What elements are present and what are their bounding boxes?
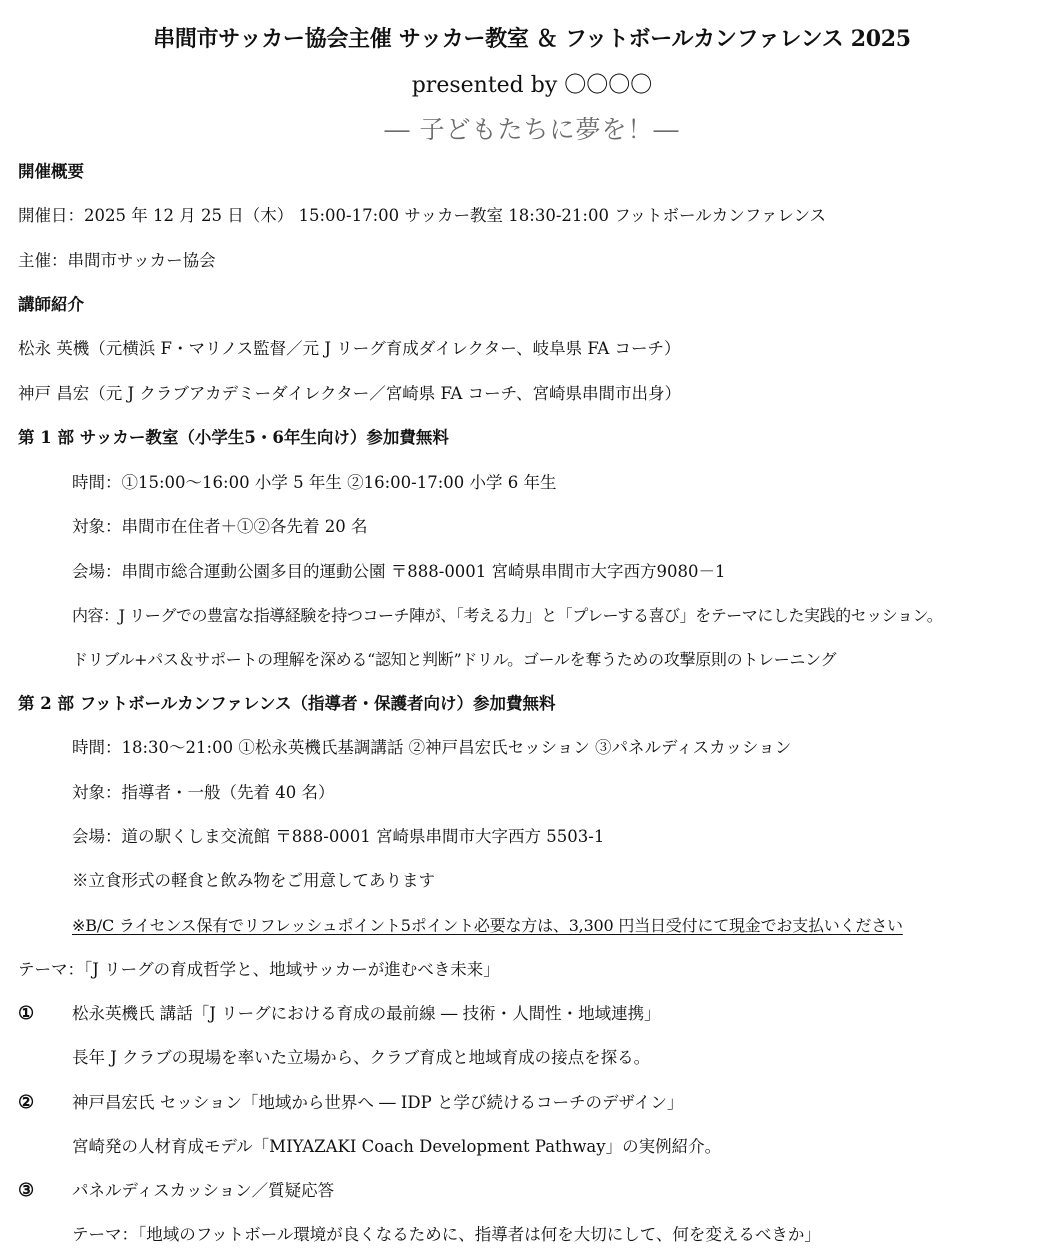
part2-time: 時間：18:30～21:00 ①松永英機氏基調講話 ②神戸昌宏氏セッション ③パネルディスカッション [72,738,792,757]
instructor-kambe: 神戸 昌宏（元 J クラブアカデミーダイレクター／宮崎県 FA コーチ、宮崎県串間市出身） [18,384,681,403]
part1-venue: 会場：串間市総合運動公園多目的運動公園 〒888-0001 宮崎県串間市大字西方9080－1 [72,562,726,581]
presented-by: presented by 〇〇〇〇 [411,73,653,98]
session-3-title: パネルディスカッション／質疑応答 [72,1181,335,1200]
session-marker-3: ③ [18,1180,35,1201]
session-2-desc: 宮崎発の人材育成モデル「MIYAZAKI Coach Development Pathway」の実例紹介。 [72,1137,722,1156]
part1-time: 時間：①15:00～16:00 小学 5 年生 ②16:00-17:00 小学 6 年生 [72,473,557,492]
instructors-heading: 講師紹介 [18,295,84,314]
session-3-desc: テーマ：「地域のフットボール環境が良くなるために、指導者は何を大切にして、何を変えるべきか」 [72,1225,821,1244]
document-title: 串間市サッカー協会主催 サッカー教室 ＆ フットボールカンファレンス 2025 [153,26,911,52]
session-1-desc: 長年 J クラブの現場を率いた立場から、クラブ育成と地域育成の接点を探る。 [72,1048,651,1067]
part2-note-food: ※立食形式の軽食と飲み物をご用意してあります [72,871,435,890]
part1-target: 対象：串間市在住者＋①②各先着 20 名 [72,517,368,536]
part1-content-detail: ドリブル+パス＆サポートの理解を深める“認知と判断”ドリル。ゴールを奪うための攻撃原則のトレーニング [72,650,837,669]
session-2-title: 神戸昌宏氏 セッション「地域から世界へ ― IDP と学び続けるコーチのデザイン」 [72,1093,684,1112]
event-date: 開催日：2025 年 12 月 25 日（木） 15:00-17:00 サッカー教室 18:30-21:00 フットボールカンファレンス [18,206,826,225]
overview-heading: 開催概要 [18,162,84,181]
session-marker-2: ② [18,1092,35,1113]
part1-content: 内容：J リーグでの豊富な指導経験を持つコーチ陣が、「考える力」と「プレーする喜び」をテーマにした実践的セッション。 [72,606,943,625]
event-host: 主催：串間市サッカー協会 [18,251,216,270]
part1-heading: 第 1 部 サッカー教室（小学生5・6年生向け）参加費無料 [18,428,449,447]
slogan: ― 子どもたちに夢を！― [384,115,680,144]
instructor-matsunaga: 松永 英機（元横浜 F・マリノス監督／元 J リーグ育成ダイレクター、岐阜県 FA コーチ） [18,339,681,358]
part2-note-license: ※B/C ライセンス保有でリフレッシュポイント5ポイント必要な方は、3,300 円当日受付にて現金でお支払いください [72,916,903,935]
part2-target: 対象：指導者・一般（先着 40 名） [72,783,335,802]
session-marker-1: ① [18,1003,35,1024]
session-1-title: 松永英機氏 講話「J リーグにおける育成の最前線 ― 技術・人間性・地域連携」 [72,1004,661,1023]
part2-heading: 第 2 部 フットボールカンファレンス（指導者・保護者向け）参加費無料 [18,694,556,713]
part2-venue: 会場：道の駅くしま交流館 〒888-0001 宮崎県串間市大字西方 5503-1 [72,827,605,846]
theme-text: テーマ：「J リーグの育成哲学と、地域サッカーが進むべき未来」 [18,960,500,979]
